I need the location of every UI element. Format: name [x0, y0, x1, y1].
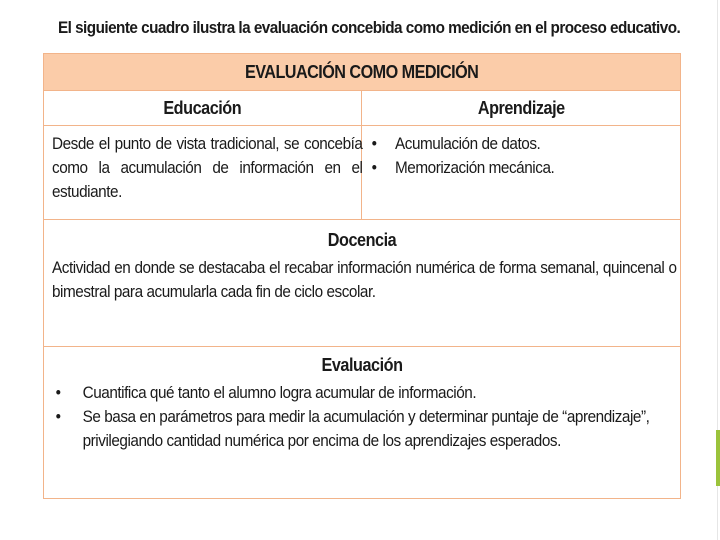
docencia-row	[44, 220, 680, 347]
docencia-title-text: Docencia	[327, 230, 397, 250]
list-item: • Se basa en parámetros para medir la acumulación y determinar puntaje de “aprendizaje”, privilegiando cantidad numérica por encima de los aprendizajes esperados.	[52, 405, 677, 453]
evaluacion-list	[52, 381, 677, 453]
docencia-text: Actividad en donde se destacaba el recabar información numérica de forma semanal, quincenal o bimestral para acumularla cada fin de ciclo escolar.	[52, 258, 677, 301]
aprendizaje-cell	[362, 126, 680, 220]
list-item: • Memorización mecánica.	[368, 156, 665, 180]
evaluacion-title	[44, 355, 680, 376]
list-item: • Cuantifica qué tanto el alumno logra acumular de información.	[52, 381, 677, 405]
list-item: • Acumulación de datos.	[368, 132, 665, 156]
table-title-row	[44, 54, 680, 91]
aprendizaje-list	[368, 132, 665, 180]
accent-bar	[716, 430, 720, 486]
figure-caption: El siguiente cuadro ilustra la evaluación concebida como medición en el proceso educativo.	[58, 18, 681, 37]
column-header-label: Educación	[163, 97, 242, 118]
table-title: EVALUACIÓN COMO MEDICIÓN	[245, 61, 479, 82]
docencia-title	[44, 230, 680, 251]
evaluation-table	[43, 53, 681, 499]
educacion-cell	[44, 126, 362, 220]
educacion-text: Desde el punto de vista tradicional, se concebía como la acumulación de información en el estudiante.	[52, 134, 363, 201]
column-header-aprendizaje	[362, 91, 680, 126]
column-header-educacion	[44, 91, 362, 126]
evaluacion-title-text: Evaluación	[321, 355, 403, 375]
column-header-label: Aprendizaje	[477, 97, 565, 118]
evaluacion-row	[44, 347, 680, 498]
